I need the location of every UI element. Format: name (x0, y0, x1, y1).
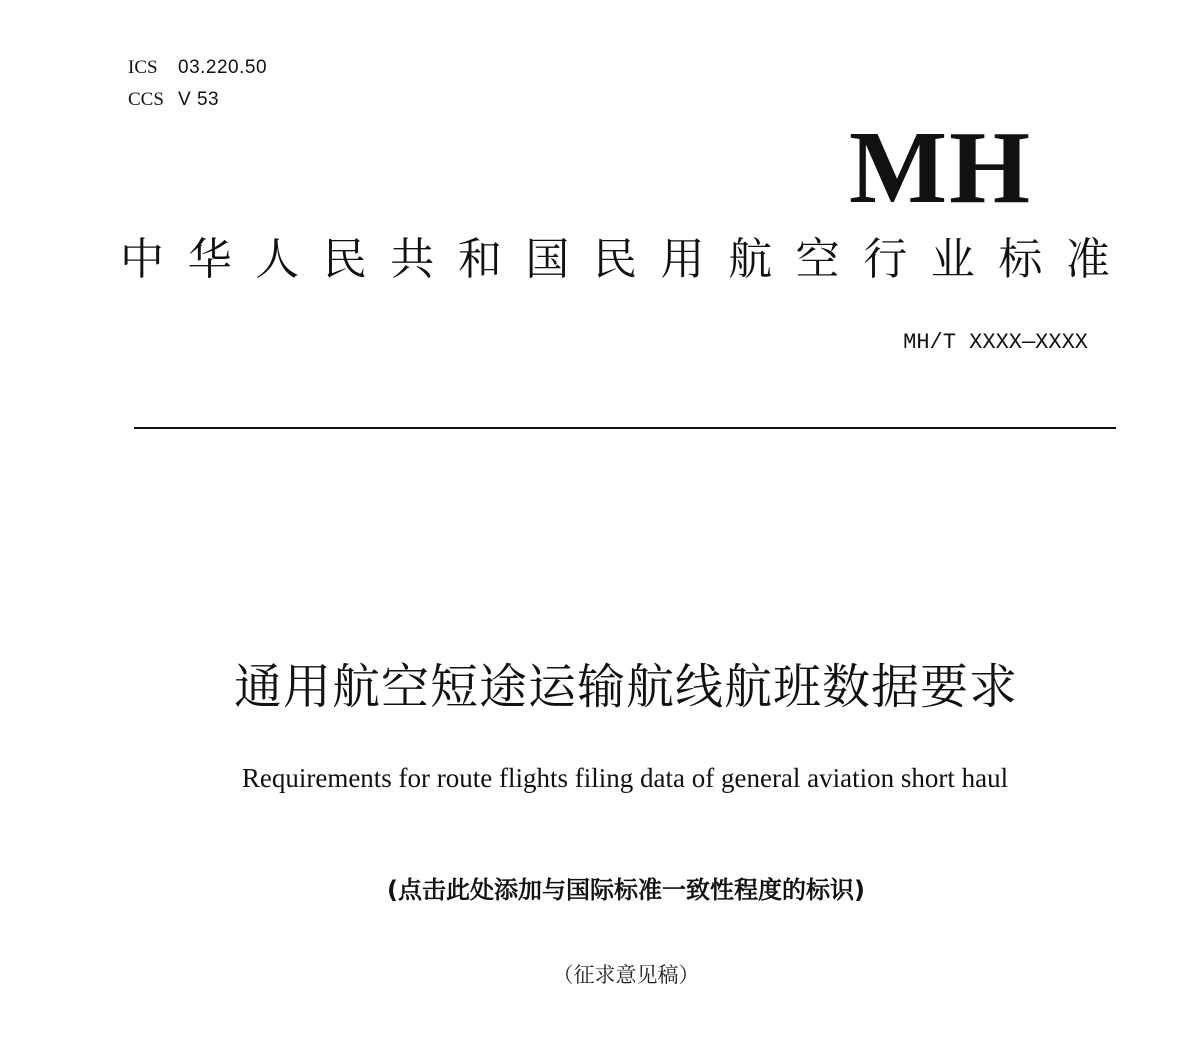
draft-status: （征求意见稿） (552, 963, 700, 987)
conformity-placeholder[interactable]: (点击此处添加与国际标准一致性程度的标识) (387, 876, 865, 904)
ccs-code: V 53 (178, 89, 220, 110)
header-divider (134, 427, 1116, 429)
standard-organization-title: 中 华 人 民 共 和 国 民 用 航 空 行 业 标 准 (120, 234, 1110, 285)
ics-code: 03.220.50 (178, 57, 268, 78)
ics-row (128, 56, 267, 80)
ccs-row (128, 88, 219, 112)
mh-logo: MH (848, 110, 1032, 225)
ccs-label: CCS (128, 89, 164, 110)
standard-number: MH/T XXXX—XXXX (903, 330, 1088, 355)
document-title-chinese: 通用航空短途运输航线航班数据要求 (233, 659, 1018, 715)
ics-label: ICS (128, 57, 158, 78)
document-title-english: Requirements for route flights filing data of general aviation short haul (241, 763, 1009, 793)
